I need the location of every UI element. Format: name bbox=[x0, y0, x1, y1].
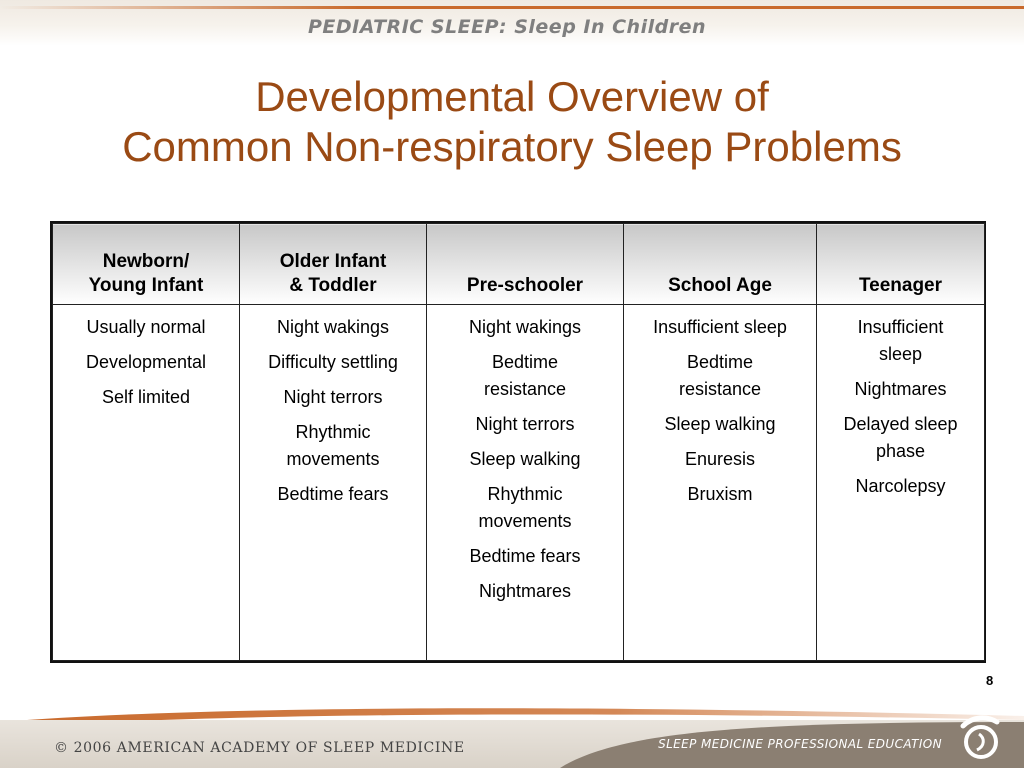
list-item: Delayed sleep phase bbox=[843, 414, 958, 461]
list-item: Bedtime resistance bbox=[678, 352, 762, 399]
slide-title-line2: Common Non-respiratory Sleep Problems bbox=[122, 123, 902, 170]
list-item: Narcolepsy bbox=[855, 476, 946, 496]
table-cell-school-age bbox=[624, 305, 817, 661]
table-cell-preschooler bbox=[427, 305, 624, 661]
sleep-problems-table bbox=[50, 221, 986, 663]
list-item: Bedtime fears bbox=[469, 546, 581, 566]
list-item: Bedtime fears bbox=[277, 484, 389, 504]
column-header-newborn bbox=[53, 224, 240, 305]
list-item: Difficulty settling bbox=[268, 352, 398, 372]
list-item: Night wakings bbox=[468, 317, 582, 337]
list-item: Night terrors bbox=[283, 387, 383, 407]
slide-title-line1: Developmental Overview of bbox=[255, 73, 769, 120]
header-subtitle: Sleep In Children bbox=[514, 16, 706, 38]
table-row bbox=[53, 305, 985, 661]
header-brand: PEDIATRIC SLEEP: bbox=[307, 16, 508, 38]
column-header-line: Pre-schooler bbox=[466, 275, 584, 296]
header-title bbox=[308, 16, 706, 38]
list-item: Bruxism bbox=[687, 484, 753, 504]
list-item: Sleep walking bbox=[469, 449, 581, 469]
list-item: Enuresis bbox=[684, 449, 756, 469]
column-header-line: Young Infant bbox=[88, 275, 204, 296]
column-header-line: Newborn/ bbox=[102, 251, 190, 272]
list-item: Rhythmic movements bbox=[478, 484, 572, 531]
list-item: Developmental bbox=[85, 352, 207, 372]
list-item: Night wakings bbox=[276, 317, 390, 337]
column-header-line: Older Infant bbox=[279, 251, 387, 272]
table-cell-toddler bbox=[240, 305, 427, 661]
list-item: Nightmares bbox=[478, 581, 572, 601]
footer-program: SLEEP MEDICINE PROFESSIONAL EDUCATION bbox=[658, 737, 942, 751]
table-header-row bbox=[53, 224, 985, 305]
column-header-teenager bbox=[817, 224, 985, 305]
list-item: Rhythmic movements bbox=[286, 422, 380, 469]
list-item: Nightmares bbox=[854, 379, 947, 399]
column-header-toddler bbox=[240, 224, 427, 305]
slide-title bbox=[0, 72, 1024, 172]
list-item: Self limited bbox=[101, 387, 191, 407]
column-header-line: & Toddler bbox=[289, 275, 377, 296]
column-header-line: Teenager bbox=[858, 275, 943, 296]
footer-copyright: © 2006 AMERICAN ACADEMY OF SLEEP MEDICINE bbox=[54, 740, 465, 756]
table-cell-newborn bbox=[53, 305, 240, 661]
list-item: Insufficient sleep bbox=[857, 317, 944, 364]
list-item: Sleep walking bbox=[664, 414, 776, 434]
list-item: Bedtime resistance bbox=[483, 352, 567, 399]
column-header-school-age bbox=[624, 224, 817, 305]
list-item: Insufficient sleep bbox=[653, 317, 787, 337]
page-number: 8 bbox=[986, 673, 994, 688]
list-item: Usually normal bbox=[86, 317, 206, 337]
column-header-line: School Age bbox=[668, 275, 772, 296]
table-cell-teenager bbox=[817, 305, 985, 661]
column-header-preschooler bbox=[427, 224, 624, 305]
list-item: Night terrors bbox=[475, 414, 575, 434]
aasm-logo-icon bbox=[955, 712, 1003, 764]
header-accent-line bbox=[0, 6, 1024, 9]
